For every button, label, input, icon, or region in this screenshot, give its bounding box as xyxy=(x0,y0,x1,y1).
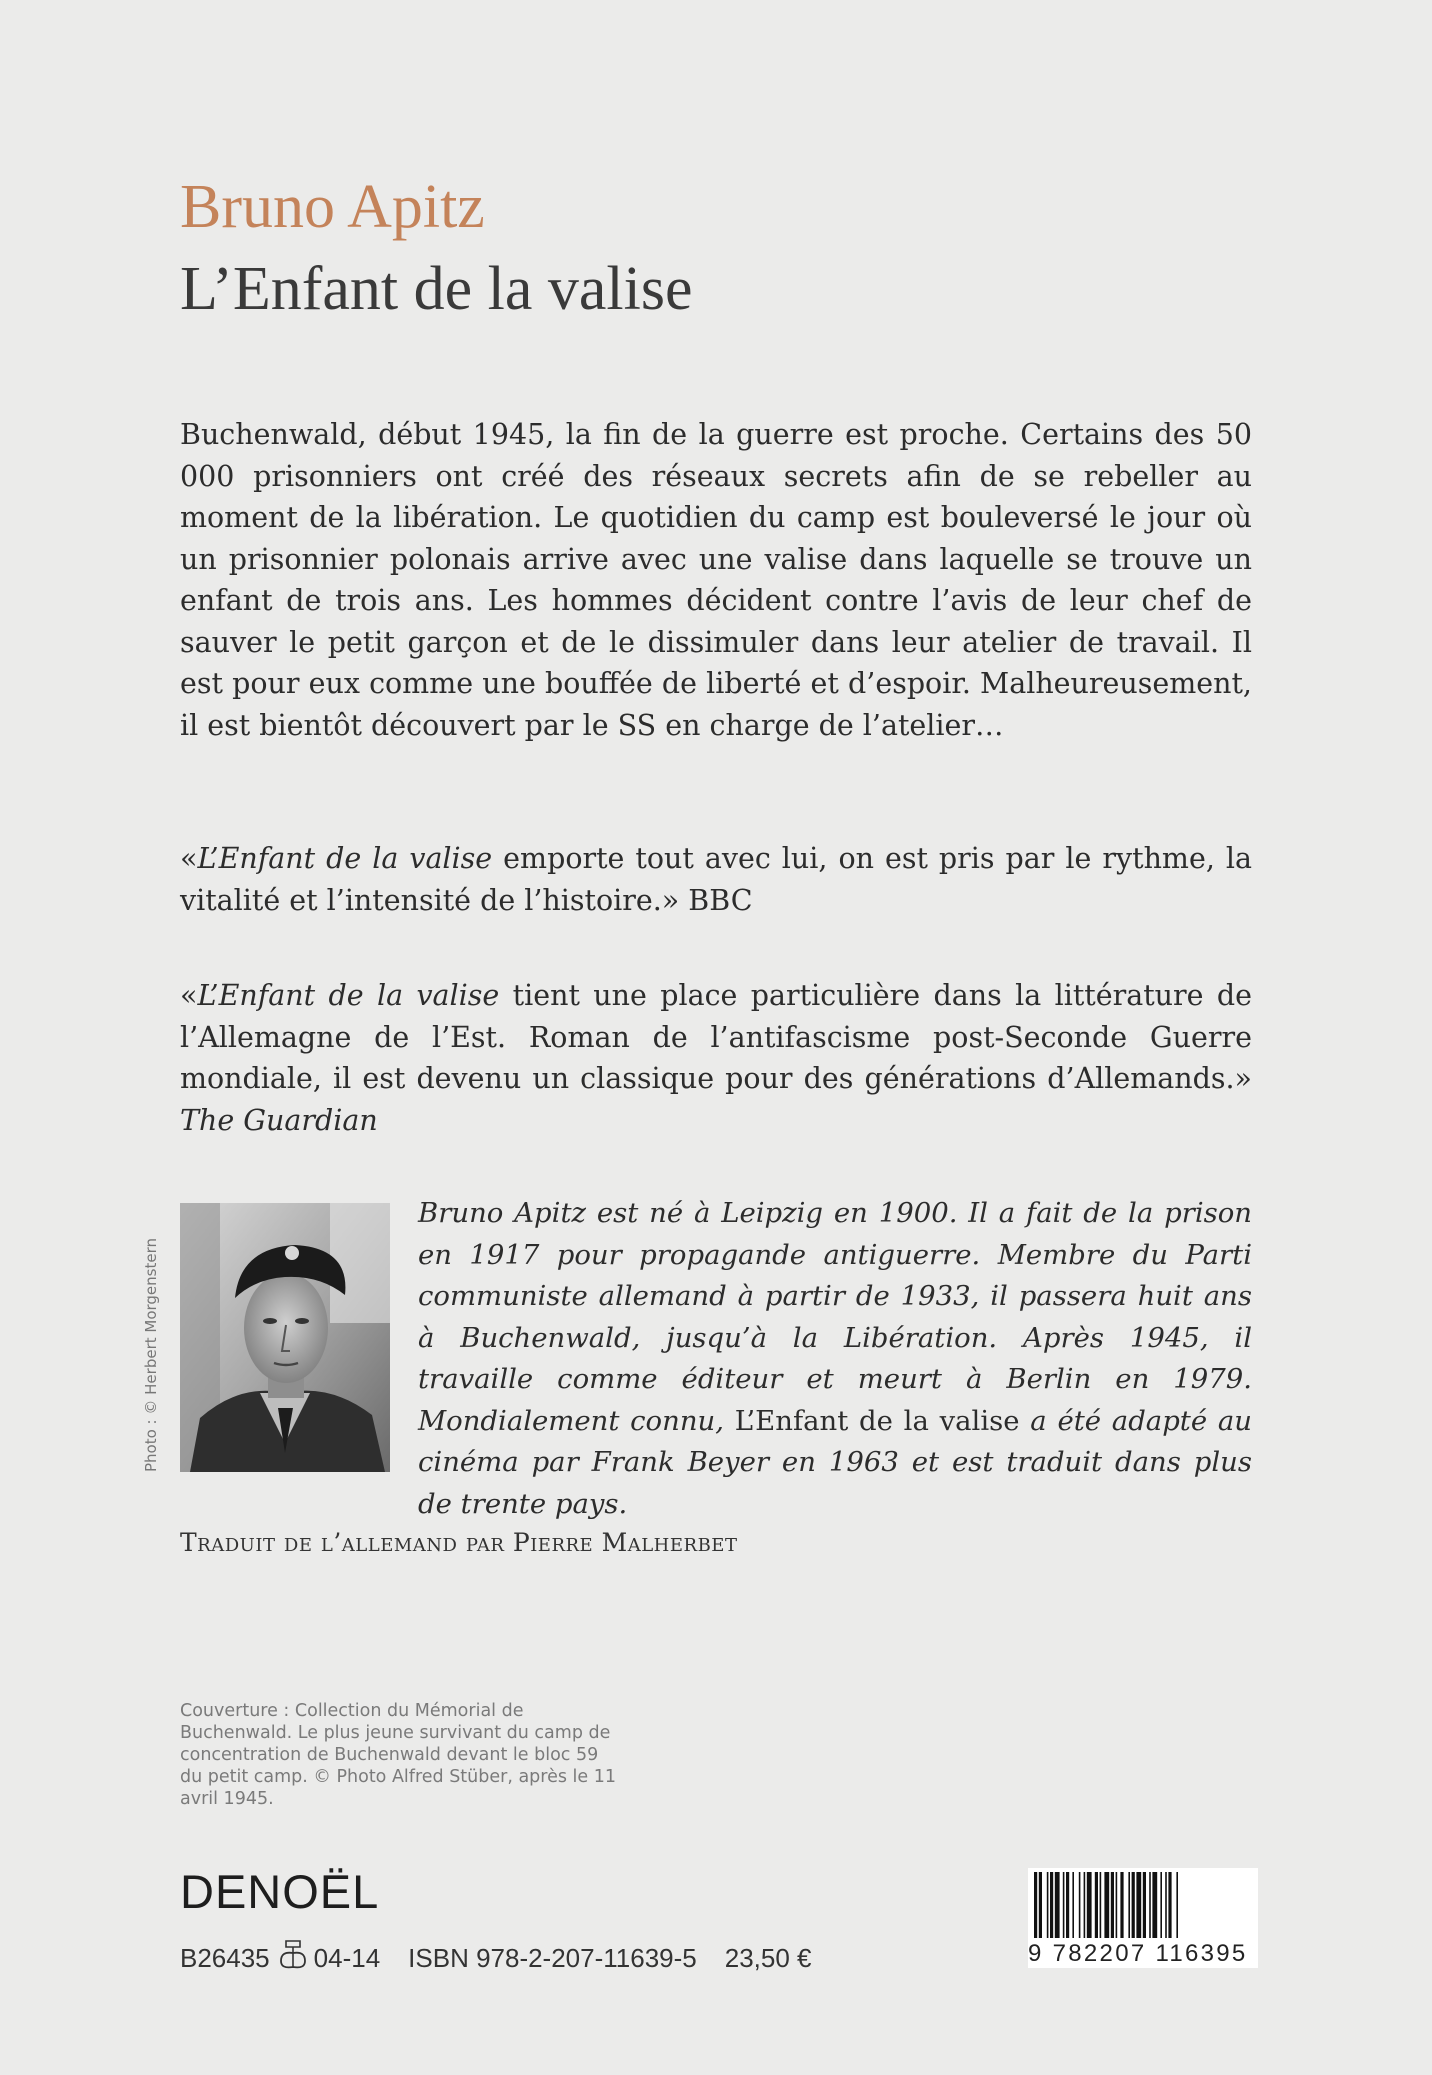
bio-book-title: L’Enfant de la valise xyxy=(734,1404,1020,1437)
barcode-bar xyxy=(1168,1872,1171,1938)
price: 23,50 € xyxy=(724,1943,812,1973)
isbn: ISBN 978-2-207-11639-5 xyxy=(408,1943,697,1973)
barcode-bar xyxy=(1063,1872,1065,1938)
book-club-icon xyxy=(278,1939,308,1978)
barcode-bar xyxy=(1152,1872,1157,1938)
barcode-bar xyxy=(1034,1872,1037,1938)
quote-text: tient une place particulière dans la littérature de l’Allemagne de l’Est. Roman de l’antifascisme post-Seconde Guerre mondiale, il est devenu un classique pour des générations d’Allemands.» xyxy=(180,979,1252,1095)
barcode-bar xyxy=(1039,1872,1042,1938)
barcode-bar xyxy=(1055,1872,1060,1938)
quote-open-mark: « xyxy=(180,842,198,875)
barcode-bar xyxy=(1176,1872,1178,1938)
edition-date: 04-14 xyxy=(313,1943,381,1973)
barcode-bar xyxy=(1084,1872,1086,1938)
barcode-bar xyxy=(1136,1872,1141,1938)
quote-text: emporte tout avec lui, on est pris par le rythme, la vitalité et l’intensité de l’histoire.» xyxy=(180,842,1253,917)
cover-credit: Couverture : Collection du Mémorial de Buchenwald. Le plus jeune survivant du camp de concentration de Buchenwald devant le bloc 59 du petit camp. © Photo Alfred Stüber, après le 11 avril 1945. xyxy=(180,1701,617,1809)
barcode-bar xyxy=(1132,1872,1135,1938)
barcode-bar xyxy=(1087,1872,1092,1938)
barcode-bar xyxy=(1128,1872,1130,1938)
barcode-bar xyxy=(1095,1872,1098,1938)
barcode-bar xyxy=(1079,1872,1081,1938)
barcode-bar xyxy=(1165,1872,1167,1938)
barcode-bar xyxy=(1050,1872,1053,1938)
quote-source: The Guardian xyxy=(180,1103,378,1137)
barcode-bar xyxy=(1120,1872,1123,1938)
author-bio xyxy=(418,1193,1252,1525)
barcode-bar xyxy=(1066,1872,1069,1938)
product-code: B26435 xyxy=(180,1943,270,1973)
barcode-bar xyxy=(1072,1872,1074,1938)
barcode-bar xyxy=(1047,1872,1049,1938)
quote-book-title: L’Enfant de la valise xyxy=(197,842,493,875)
barcode-bar xyxy=(1143,1872,1146,1938)
translator-credit: Traduit de l’allemand par Pierre Malherbet xyxy=(180,1528,738,1557)
barcode-bar xyxy=(1160,1872,1162,1938)
quote-book-title: L’Enfant de la valise xyxy=(197,979,500,1012)
barcode-bar xyxy=(1111,1872,1114,1938)
barcode-digits: 9 782207 116395 xyxy=(1028,1940,1248,1967)
publisher-logo: DENOËL xyxy=(180,1865,380,1918)
footer-info xyxy=(180,1939,812,1978)
book-title: L’Enfant de la valise xyxy=(180,255,693,323)
bbc-quote xyxy=(180,838,1252,921)
guardian-quote xyxy=(180,975,1252,1141)
barcode-bar xyxy=(1116,1872,1118,1938)
photo-credit: Photo : © Herbert Morgenstern xyxy=(142,1237,160,1472)
barcode-bar xyxy=(1104,1872,1109,1938)
bio-text: Bruno Apitz est né à Leipzig en 1900. Il a fait de la prison en 1917 pour propagande antiguerre. Membre du Parti communiste allemand à partir de 1933, il passera huit ans à Buchenwald, jusqu’à la Libération. Après 1945, il travaille comme éditeur et meurt à Berlin en 1979. Mondialement connu, xyxy=(418,1197,1252,1437)
barcode-bar xyxy=(1100,1872,1102,1938)
author-name: Bruno Apitz xyxy=(180,173,485,241)
barcode-bar xyxy=(1149,1872,1151,1938)
quote-open-mark: « xyxy=(180,979,198,1012)
quote-source: BBC xyxy=(688,883,753,917)
summary-paragraph: Buchenwald, début 1945, la fin de la guerre est proche. Certains des 50 000 prisonniers ont créé des réseaux secrets afin de se rebeller au moment de la libération. Le quotidien du camp est bouleversé le jour où un prisonnier polonais arrive avec une valise dans laquelle se trouve un enfant de trois ans. Les hommes décident contre l’avis de leur chef de sauver le petit garçon et de le dissimuler dans leur atelier de travail. Il est pour eux comme une bouffée de liberté et d’espoir. Malheureusement, il est bientôt découvert par le SS en charge de l’atelier… xyxy=(180,418,1252,742)
author-photo xyxy=(180,1203,390,1472)
bio-text-end: a été adapté au cinéma par Frank Beyer en 1963 et est traduit dans plus de trente pays. xyxy=(418,1404,1252,1520)
